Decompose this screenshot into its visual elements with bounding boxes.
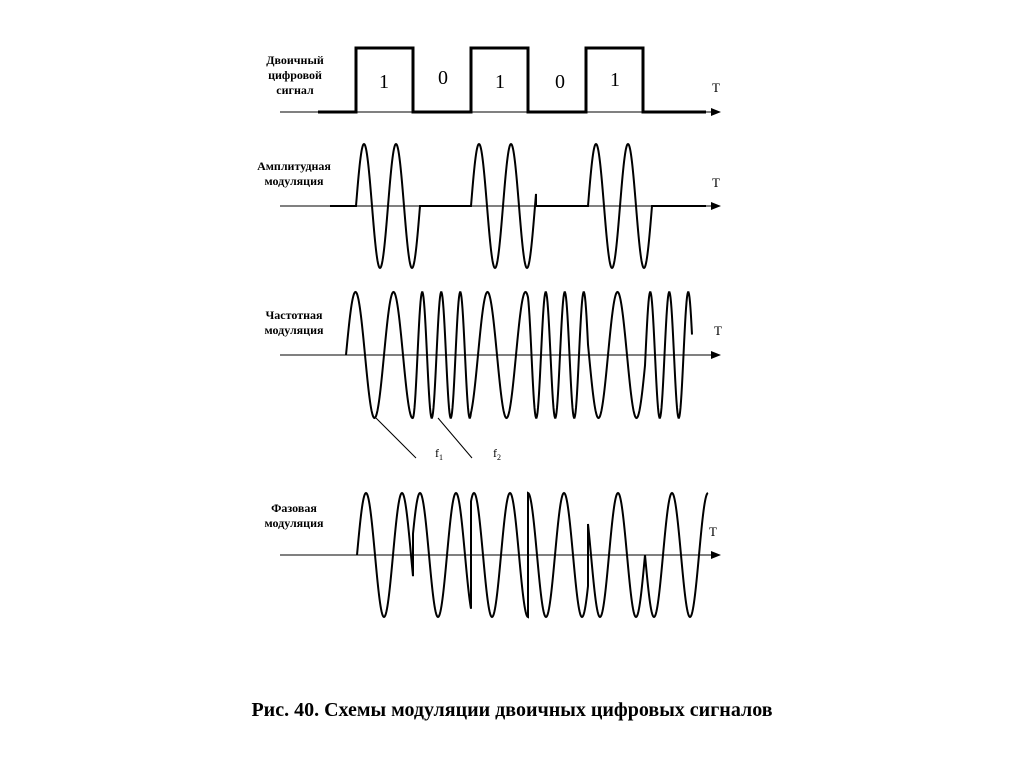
f2-label: $f_2$ [493, 446, 501, 462]
figure-caption: Рис. 40. Схемы модуляции двоичных цифровых сигналов [251, 699, 773, 721]
bit-label: 1 [610, 69, 620, 91]
axis-t-label: T [714, 323, 722, 338]
axis-t-label: T [712, 80, 720, 95]
label-line: цифровой [268, 68, 322, 82]
label-line: Амплитудная [257, 159, 331, 173]
axis-t-label: T [712, 175, 720, 190]
f1-leader-line [376, 418, 416, 458]
label-line: Фазовая [271, 501, 317, 515]
label-line: Двоичный [266, 53, 324, 67]
fm-signal [280, 292, 722, 462]
label-line: модуляция [264, 174, 324, 188]
am-signal [280, 144, 720, 268]
label-line: модуляция [264, 516, 324, 530]
pm-signal [280, 493, 720, 617]
bit-label: 0 [438, 67, 448, 89]
binary-waveform [318, 48, 706, 112]
label-line: Частотная [265, 308, 323, 322]
axis-t-label: T [709, 524, 717, 539]
binary-signal [280, 48, 720, 112]
label-line: модуляция [264, 323, 324, 337]
bit-label: 1 [495, 71, 505, 93]
bit-label: 1 [379, 71, 389, 93]
bit-label: 0 [555, 71, 565, 93]
f2-leader-line [438, 418, 472, 458]
f1-label: $f_1$ [435, 446, 443, 462]
label-line: сигнал [276, 83, 314, 97]
